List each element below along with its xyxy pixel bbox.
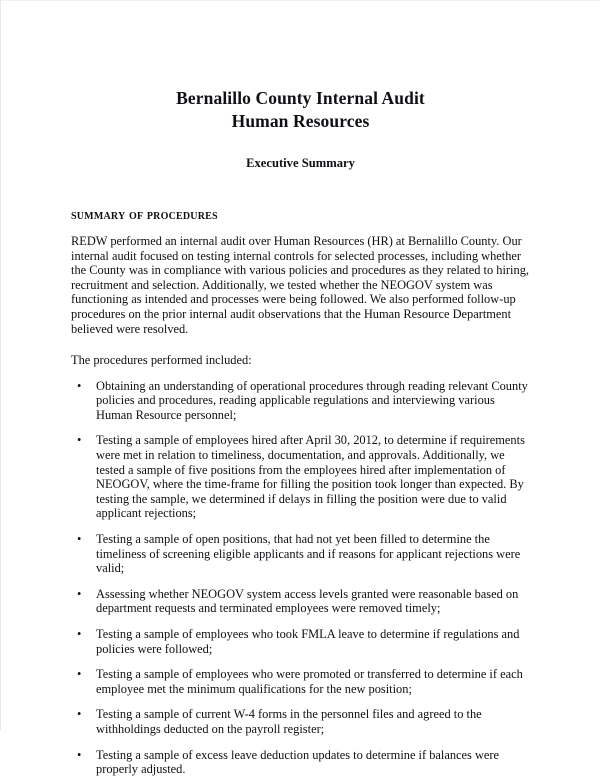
list-item [71, 667, 530, 696]
list-item [71, 627, 530, 656]
page-title [71, 87, 530, 134]
bullet-icon: • [77, 747, 82, 762]
section-heading-summary-of-procedures: summary of procedures [71, 206, 218, 222]
bullet-icon: • [77, 627, 82, 642]
page-subtitle: Executive Summary [246, 155, 355, 170]
bullet-icon: • [77, 433, 82, 448]
page-title-line-2: Human Resources [231, 111, 370, 132]
bullet-icon: • [77, 586, 82, 601]
list-item [71, 379, 530, 423]
list-item-text: Testing a sample of excess leave deduction updates to determine if balances were properly adjusted. [96, 747, 500, 777]
bullet-icon: • [77, 378, 82, 393]
list-item-text: Obtaining an understanding of operational procedures through reading relevant County policies and procedures, reading applicable regulations and interviewing various Human Resource personnel; [96, 378, 528, 422]
intro-paragraph: REDW performed an internal audit over Human Resources (HR) at Bernalillo County. Our internal audit focused on testing internal controls for selected processes, including whether the County was in compliance with various policies and procedures as they related to hiring, recruitment and selection. Additionally, we tested whether the NEOGOV system was functioning as intended and processes were being followed. We also performed follow-up procedures on the prior internal audit observations that the Human Resource Department believed were resolved. [71, 233, 529, 336]
list-item-text: Testing a sample of employees who took FMLA leave to determine if regulations and policies were followed; [96, 627, 520, 656]
list-item [71, 532, 530, 576]
list-item [71, 748, 530, 777]
list-item [71, 707, 530, 736]
list-item-text: Testing a sample of employees hired after April 30, 2012, to determine if requirements were met in relation to timeliness, documentation, and approvals. Additionally, we tested a sample of five positions from the employees hired after implementation of NEOGOV, where the time-frame for filling the position took longer than expected. By testing the sample, we determined if delays in filling the position were due to valid applicant rejections; [96, 433, 525, 521]
document-content [71, 87, 530, 777]
procedures-list [71, 379, 530, 777]
list-item-text: Assessing whether NEOGOV system access levels granted were reasonable based on department requests and terminated employees were removed timely; [96, 586, 519, 616]
page-title-line-1: Bernalillo County Internal Audit [176, 88, 425, 108]
bullet-icon: • [77, 532, 82, 547]
list-item [71, 587, 530, 616]
list-lead-in: The procedures performed included: [71, 353, 252, 368]
bullet-icon: • [77, 667, 82, 682]
list-item [71, 433, 530, 521]
list-item-text: Testing a sample of current W-4 forms in the personnel files and agreed to the withholdings deducted on the payroll register; [96, 707, 482, 736]
list-item-text: Testing a sample of employees who were promoted or transferred to determine if each employee met the minimum qualifications for the new position; [96, 667, 523, 696]
bullet-icon: • [77, 707, 82, 722]
list-item-text: Testing a sample of open positions, that had not yet been filled to determine the timeliness of screening eligible applicants and if reasons for applicant rejections were valid; [96, 532, 521, 576]
